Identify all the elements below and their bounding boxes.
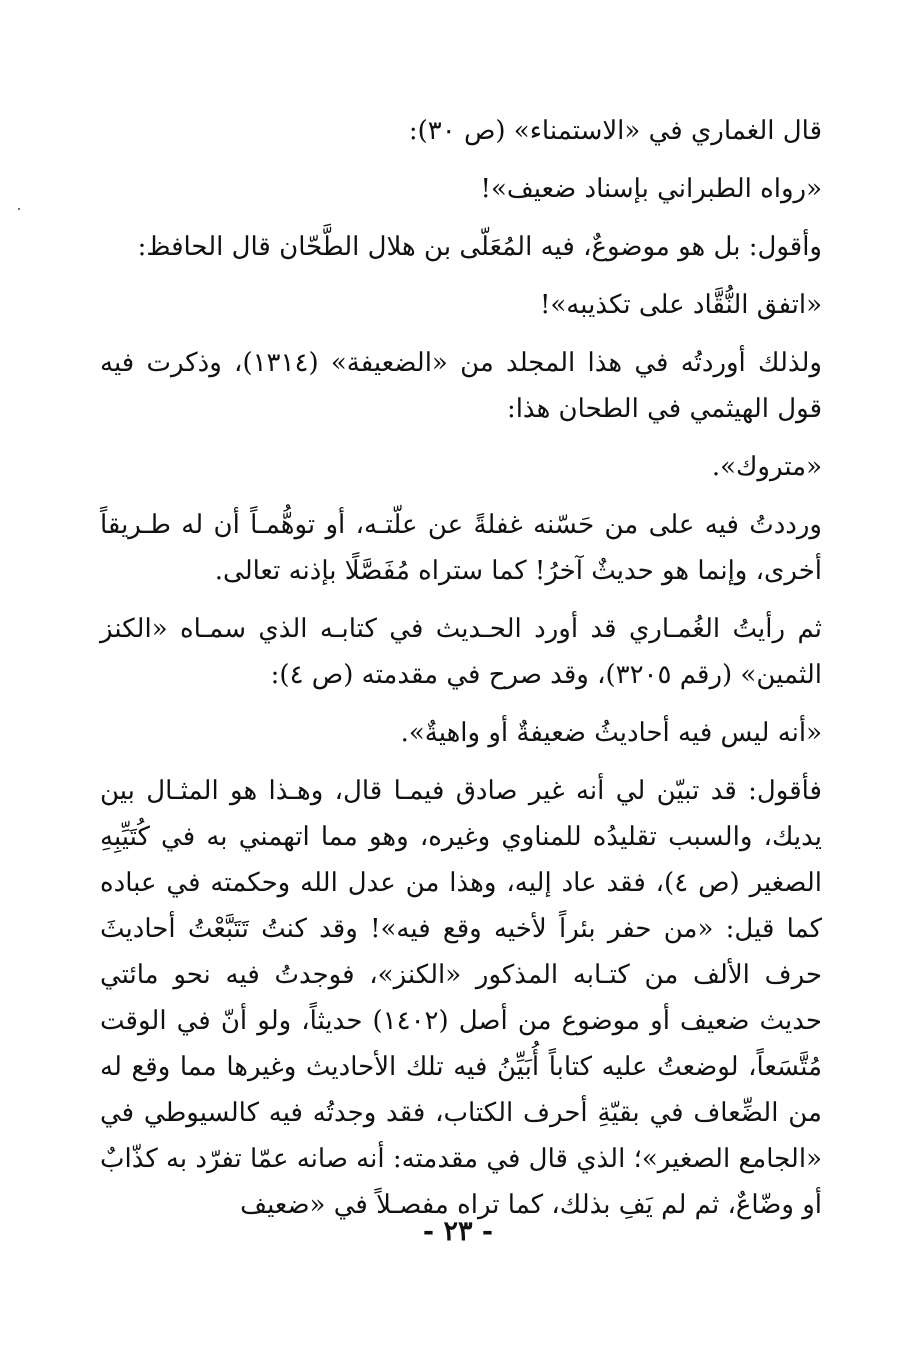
paragraph-refutation: ورددتُ فيه على من حَسّنه غفلةً عن علّتـه، أو توهُّمـاً أن له طـريقاً أخرى، وإنما هو حديثٌ آخرُ! كما ستراه مُفَصَّلًا بإذنه تعالى.: [100, 510, 822, 586]
quote-no-weak-hadith: «أنه ليس فيه أحاديثُ ضعيفةٌ أو واهيةٌ».: [400, 718, 822, 748]
paragraph-reply-mualla: وأقول: بل هو موضوعٌ، فيه المُعَلّى بن هلال الطَّحّان قال الحافظ:: [137, 232, 822, 262]
page-number: - ٢٣ -: [422, 1216, 494, 1247]
paragraph-kanz-thamin: ثم رأيتُ الغُمـاري قد أورد الحـديث في كتابـه الذي سمـاه «الكنز الثمين» (رقم ٣٢٠٥)، وقد صرح في مقدمته (ص ٤):: [100, 614, 822, 690]
scan-speck: [18, 208, 20, 210]
quote-critics: «اتفق النُّقَّاد على تكذيبه»!: [539, 290, 822, 320]
paragraph-ghumari-quote-intro: قال الغماري في «الاستمناء» (ص ٣٠):: [408, 116, 822, 146]
paragraph-daifa-reference: ولذلك أوردتُه في هذا المجلد من «الضعيفة» (١٣١٤)، وذكرت فيه قول الهيثمي في الطحان هذا:: [100, 348, 822, 424]
quote-matruk: «متروك».: [711, 452, 822, 482]
quote-tabarani: «رواه الطبراني بإسناد ضعيف»!: [480, 174, 822, 204]
page-body: [100, 108, 848, 1228]
paragraph-response: فأقول: قد تبيّن لي أنه غير صادق فيمـا قال، وهـذا هو المثـال بين يديك، والسبب تقليدُه للمناوي وغيره، وهو مما اتهمني به في كُتَيِّبِهِ الصغير (ص ٤)، فقد عاد إليه، وهذا من عدل الله وحكمته في عباده كما قيل: «من حفر بئراً لأخيه وقع فيه»! وقد كنتُ تَتَبَّعْتُ أحاديثَ حرف الألف من كتـابه المذكور «الكنز»، فوجدتُ فيه نحو مائتي حديث ضعيف أو موضوع من أصل (١٤٠٢) حديثاً، ولو أنّ في الوقت مُتَّسَعاً، لوضعتُ عليه كتاباً أُبَيِّنُ فيه تلك الأحاديث وغيرها مما وقع له من الضِّعاف في بقيّةِ أحرف الكتاب، فقد وجدتُه فيه كالسيوطي في «الجامع الصغير»؛ الذي قال في مقدمته: أنه صانه عمّا تفرّد به كذّابٌ أو وضّاعٌ، ثم لم يَفِ بذلك، كما تراه مفصـلاً في «ضعيف: [100, 776, 822, 1220]
